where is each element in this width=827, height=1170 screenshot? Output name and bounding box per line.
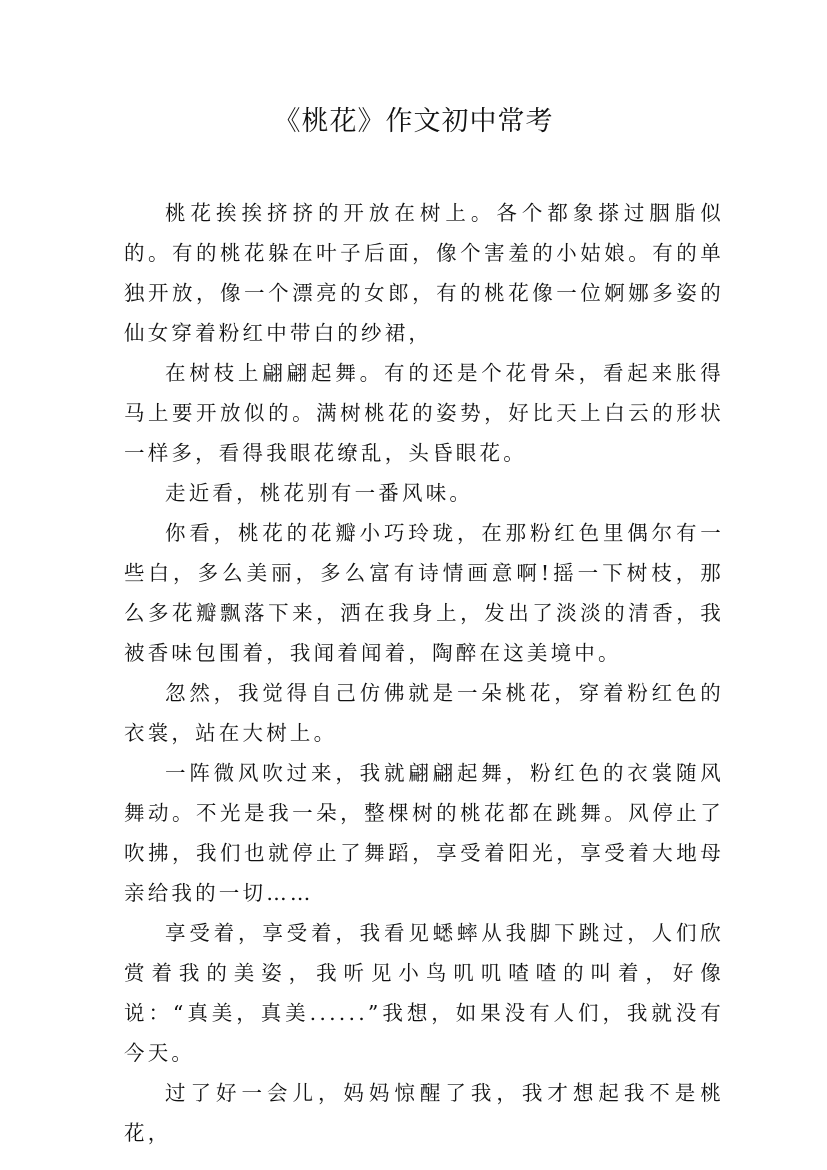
paragraph-2: 在树枝上翩翩起舞。有的还是个花骨朵，看起来胀得马上要开放似的。满树桃花的姿势，好比天上白云的形状一样多，看得我眼花缭乱，头昏眼花。 [124,361,724,465]
paragraph-7: 享受着，享受着，我看见蟋蟀从我脚下跳过，人们欣赏着我的美姿，我听见小鸟叽叽喳喳的叫着，好像说：“真美，真美......”我想，如果没有人们，我就没有今天。 [124,921,724,1065]
paragraph-8: 过了好一会儿，妈妈惊醒了我，我才想起我不是桃花， [124,1081,724,1145]
document-title: 《桃花》作文初中常考 [273,106,554,137]
document-body [124,193,724,1153]
paragraph-1: 桃花挨挨挤挤的开放在树上。各个都象搽过胭脂似的。有的桃花躲在叶子后面，像个害羞的小姑娘。有的单独开放，像一个漂亮的女郎，有的桃花像一位婀娜多姿的仙女穿着粉红中带白的纱裙， [124,201,724,345]
paragraph-6: 一阵微风吹过来，我就翩翩起舞，粉红色的衣裳随风舞动。不光是我一朵，整棵树的桃花都在跳舞。风停止了吹拂，我们也就停止了舞蹈，享受着阳光，享受着大地母亲给我的一切…… [124,761,724,905]
paragraph-4: 你看，桃花的花瓣小巧玲珑，在那粉红色里偶尔有一些白，多么美丽，多么富有诗情画意啊!摇一下树枝，那么多花瓣飘落下来，洒在我身上，发出了淡淡的清香，我被香味包围着，我闻着闻着，陶醉在这美境中。 [124,521,724,665]
paragraph-3: 走近看，桃花别有一番风味。 [165,481,474,505]
paragraph-5: 忽然，我觉得自己仿佛就是一朵桃花，穿着粉红色的衣裳，站在大树上。 [124,681,724,745]
